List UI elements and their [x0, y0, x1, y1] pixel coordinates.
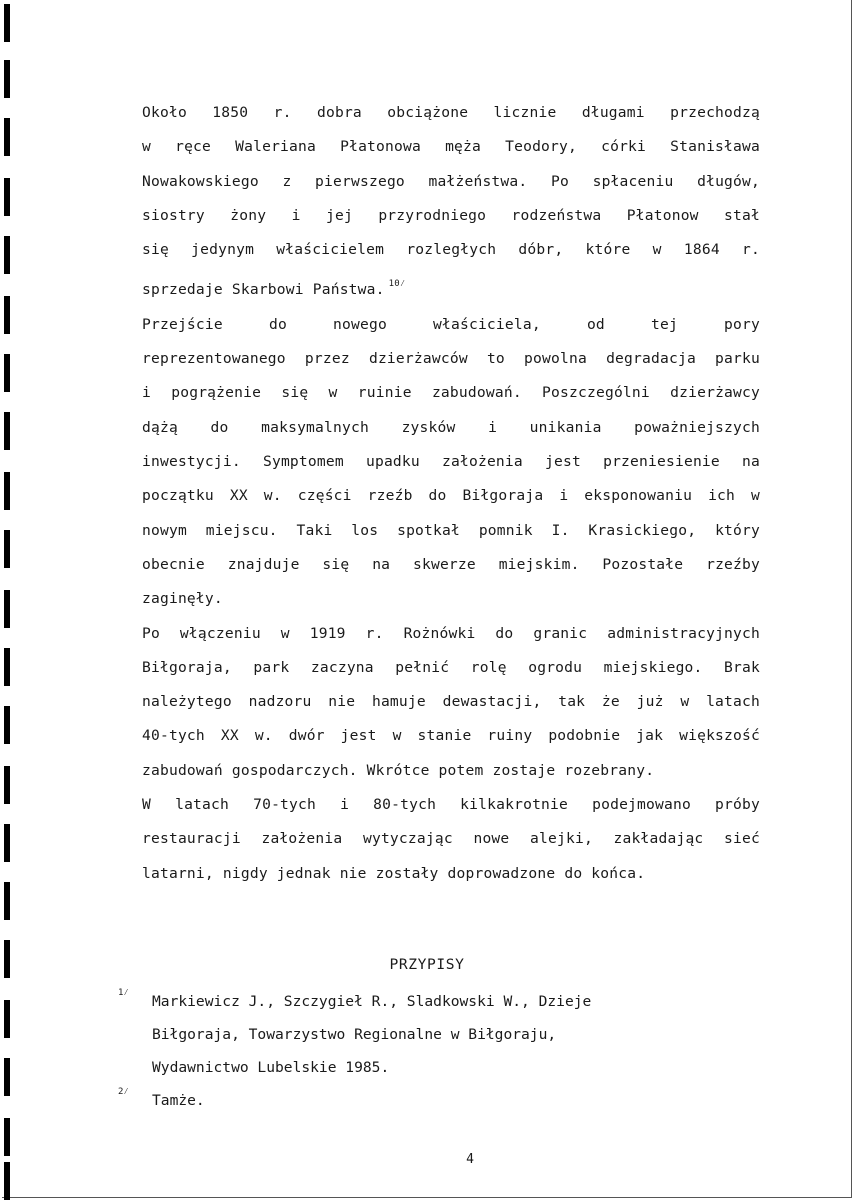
text-line: dążą do maksymalnych zysków i unikania poważniejszych	[142, 418, 760, 436]
text-line: W latach 70-tych i 80-tych kilkakrotnie podejmowano próby	[142, 796, 760, 814]
footnotes-list	[118, 985, 678, 1117]
footnote-line: Tamże.	[152, 1092, 205, 1109]
binding-holes	[0, 0, 14, 1200]
footnote-line: Wydawnictwo Lubelskie 1985.	[152, 1059, 390, 1076]
footnote-line: Markiewicz J., Szczygieł R., Sladkowski W., Dzieje	[152, 993, 592, 1010]
text-line: restauracji założenia wytyczając nowe alejki, zakładając sieć	[142, 830, 760, 848]
paragraph-4	[110, 788, 760, 891]
footnote-item	[118, 1084, 678, 1117]
text-line: zaginęły.	[142, 590, 223, 608]
footnote-mark: 1⁄	[118, 988, 129, 998]
paragraph-3	[110, 617, 760, 788]
text-line: inwestycji. Symptomem upadku założenia jest przeniesienie na	[142, 453, 760, 471]
text-line: 40-tych XX w. dwór jest w stanie ruiny podobnie jak większość	[142, 727, 760, 745]
paragraph-1	[110, 96, 760, 308]
text-line: Przejście do nowego właściciela, od tej pory	[142, 315, 760, 333]
footnote-item	[118, 985, 678, 1084]
text-line: w ręce Waleriana Płatonowa męża Teodory, córki Stanisława	[142, 138, 760, 156]
text-line: reprezentowanego przez dzierżawców to powolna degradacja parku	[142, 350, 760, 368]
text-line: początku XX w. części rzeźb do Biłgoraja i eksponowaniu ich w	[142, 487, 760, 505]
text-line: Biłgoraja, park zaczyna pełnić rolę ogrodu miejskiego. Brak	[142, 658, 760, 676]
text-line: obecnie znajduje się na skwerze miejskim. Pozostałe rzeźby	[142, 555, 760, 573]
footnote-mark: 2⁄	[118, 1087, 129, 1097]
text-line-content: sprzedaje Skarbowi Państwa.	[142, 281, 385, 299]
text-line	[110, 267, 760, 307]
text-line: Około 1850 r. dobra obciążone licznie długami przechodzą	[142, 104, 760, 121]
paragraph-2	[110, 308, 760, 617]
body-text	[110, 96, 760, 891]
text-line: nowym miejscu. Taki los spotkał pomnik I. Krasickiego, który	[142, 521, 760, 539]
footnote-reference: 10⁄	[388, 279, 406, 290]
text-line: i pogrążenie się w ruinie zabudowań. Poszczególni dzierżawcy	[142, 384, 760, 402]
text-line: Nowakowskiego z pierwszego małżeństwa. Po spłaceniu długów,	[142, 172, 760, 190]
text-line: należytego nadzoru nie hamuje dewastacji, tak że już w latach	[142, 693, 760, 711]
footnote-line: Biłgoraja, Towarzystwo Regionalne w Biłgoraju,	[152, 1026, 557, 1043]
text-line: latarni, nigdy jednak nie zostały doprowadzone do końca.	[142, 864, 646, 882]
text-line: Po włączeniu w 1919 r. Rożnówki do granic administracyjnych	[142, 624, 760, 642]
text-line: zabudowań gospodarczych. Wkrótce potem zostaje rozebrany.	[142, 761, 655, 779]
text-line: siostry żony i jej przyrodniego rodzeństwa Płatonow stał	[142, 206, 760, 224]
text-line: się jedynym właścicielem rozległych dóbr, które w 1864 r.	[142, 241, 760, 259]
footnotes-heading: PRZYPISY	[389, 956, 465, 973]
page-number: 4	[466, 1152, 474, 1167]
